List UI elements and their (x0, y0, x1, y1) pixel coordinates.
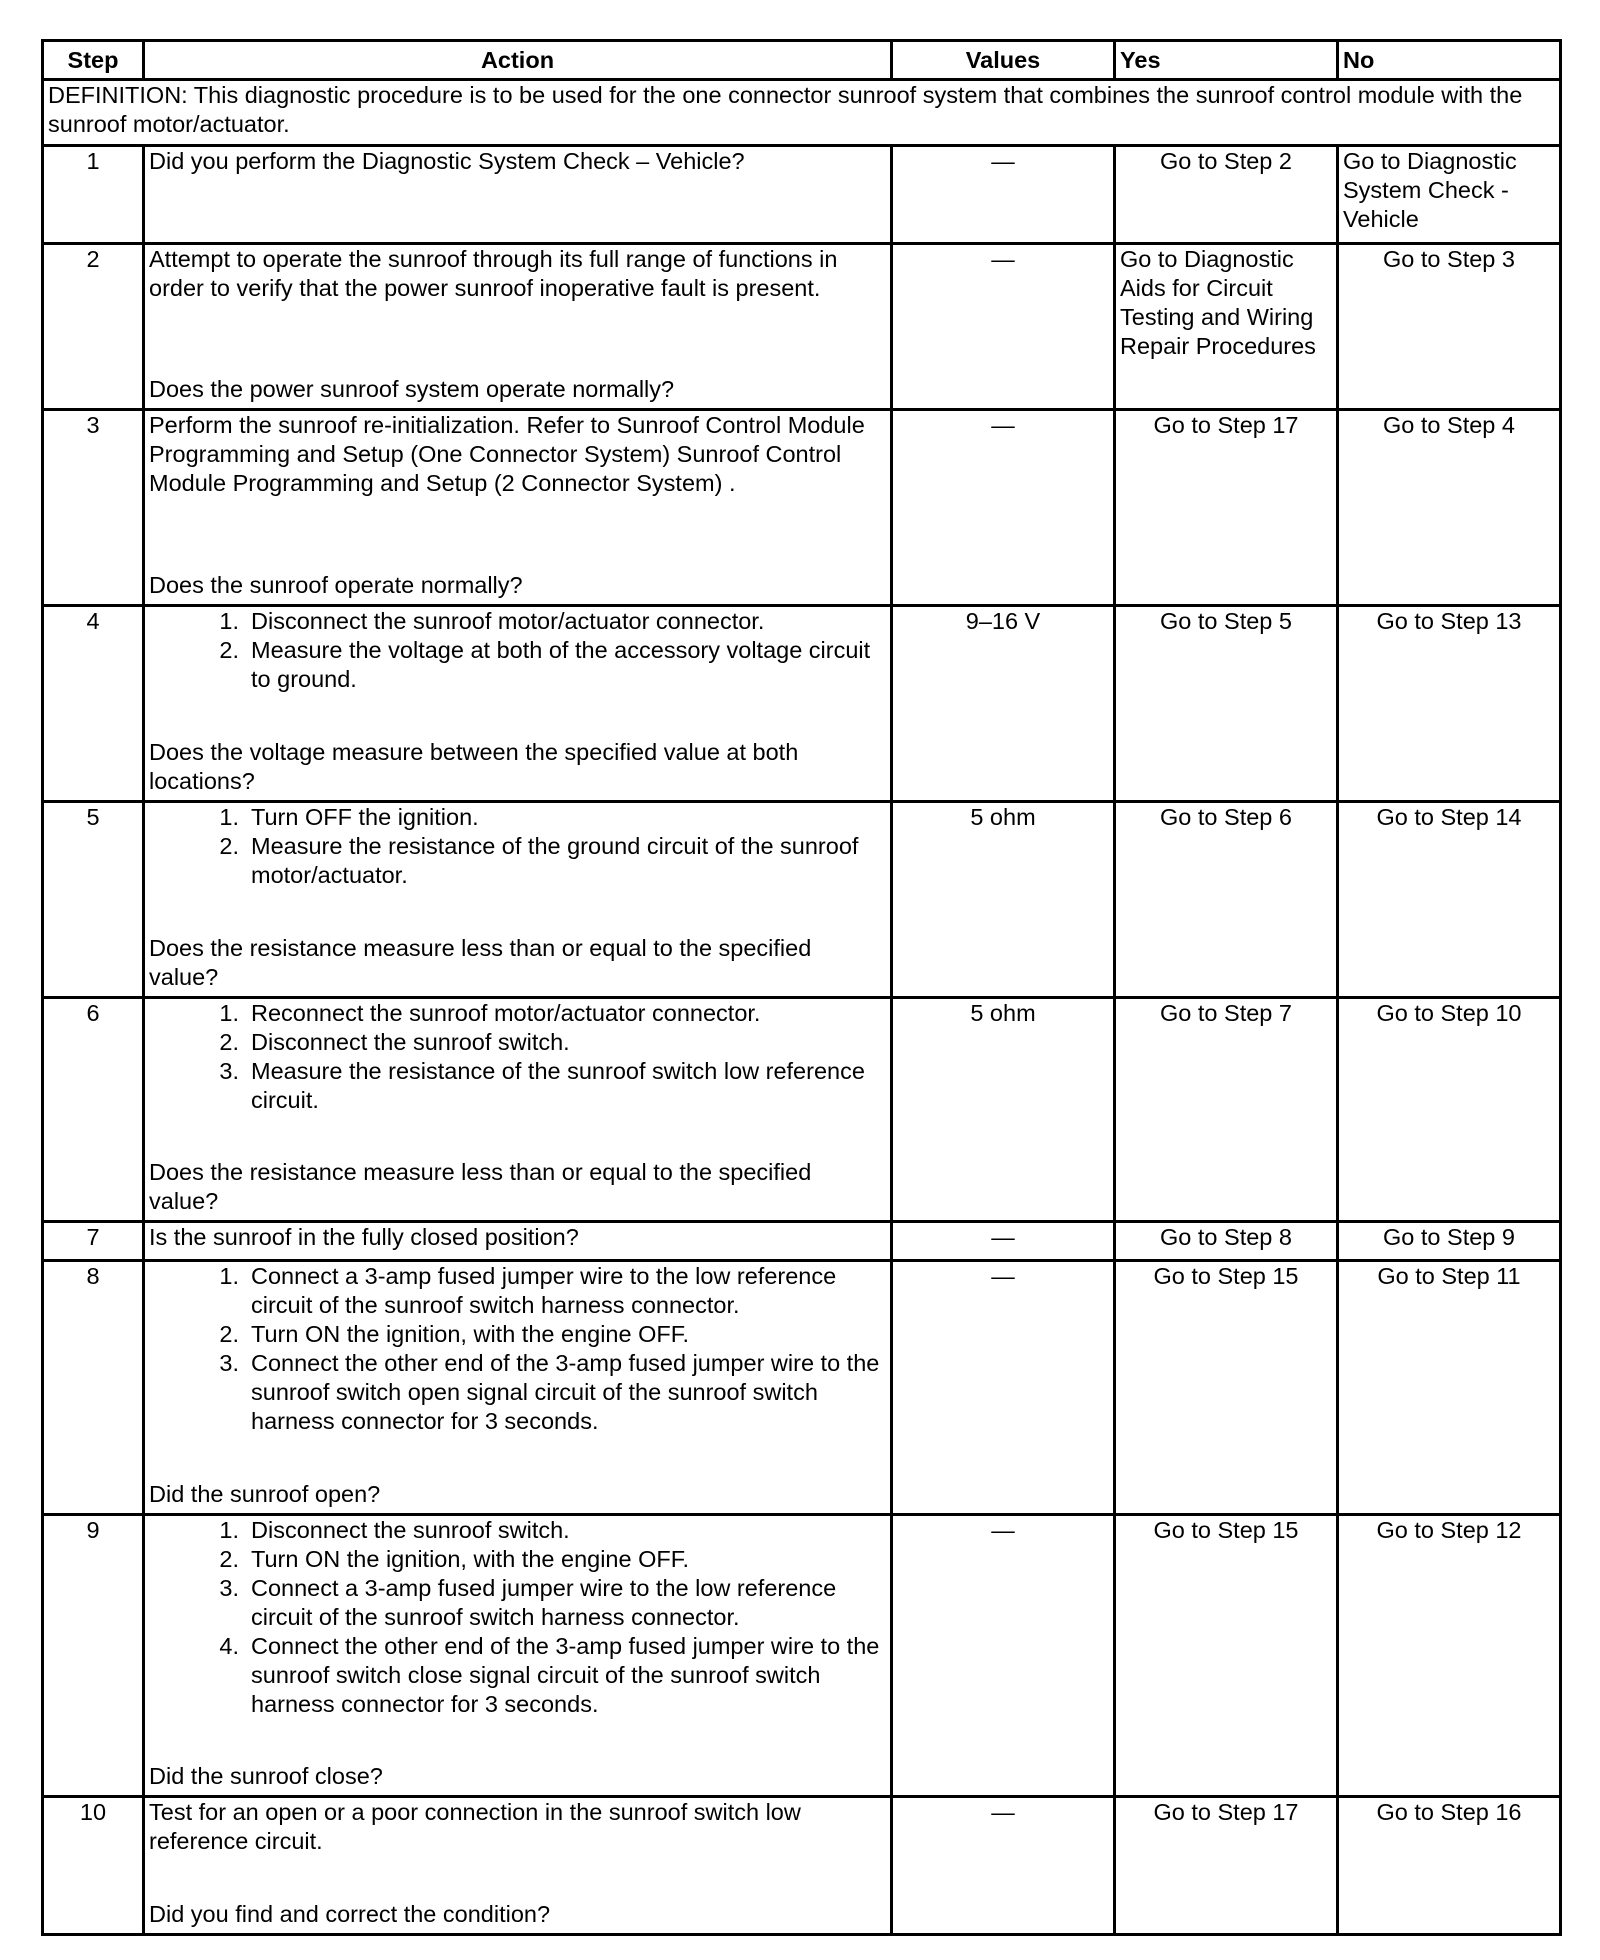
yes-cell: Go to Step 17 (1115, 1797, 1338, 1935)
header-step: Step (43, 41, 144, 80)
action-steps-list (149, 999, 886, 1115)
table-row (43, 606, 1561, 802)
list-item: 1. Reconnect the sunroof motor/actuator connector. (219, 1000, 761, 1026)
list-item: 3. Connect the other end of the 3-amp fused jumper wire to the sunroof switch open signal circuit of the sunroof switch harness connector for 3 seconds. (219, 1350, 880, 1434)
no-cell: Go to Step 12 (1338, 1515, 1561, 1797)
list-item: 1. Disconnect the sunroof motor/actuator connector. (219, 608, 765, 634)
list-item: 1. Turn OFF the ignition. (219, 804, 479, 830)
value-cell: 5 ohm (892, 802, 1115, 998)
action-steps-list (149, 1516, 886, 1719)
action-question: Does the sunroof operate normally? (149, 572, 523, 598)
value-cell: — (892, 1261, 1115, 1515)
action-question: Does the resistance measure less than or equal to the specified value? (149, 1159, 812, 1214)
table-row (43, 998, 1561, 1222)
yes-cell: Go to Step 8 (1115, 1222, 1338, 1261)
value-cell: — (892, 1222, 1115, 1261)
action-steps-list (149, 1262, 886, 1436)
step-number: 9 (43, 1515, 144, 1797)
value-cell: — (892, 244, 1115, 410)
action-text: Test for an open or a poor connection in the sunroof switch low reference circuit. (149, 1799, 801, 1854)
yes-cell: Go to Step 2 (1115, 146, 1338, 244)
header-yes: Yes (1115, 41, 1338, 80)
step-number: 10 (43, 1797, 144, 1935)
yes-cell: Go to Step 15 (1115, 1515, 1338, 1797)
action-cell (144, 146, 892, 244)
value-cell: — (892, 146, 1115, 244)
action-text: Perform the sunroof re-initialization. Refer to Sunroof Control Module Programming and Setup (One Connector System) Sunroof Control Module Programming and Setup (2 Connector System) . (149, 412, 865, 496)
no-cell: Go to Diagnostic System Check - Vehicle (1338, 146, 1561, 244)
yes-cell: Go to Diagnostic Aids for Circuit Testing and Wiring Repair Procedures (1115, 244, 1338, 410)
table-row (43, 1797, 1561, 1935)
action-text: Is the sunroof in the fully closed position? (149, 1224, 579, 1250)
action-cell (144, 1515, 892, 1797)
list-item: 1. Disconnect the sunroof switch. (219, 1517, 570, 1543)
action-steps-list (149, 607, 886, 694)
action-cell (144, 1222, 892, 1261)
step-number: 2 (43, 244, 144, 410)
header-values: Values (892, 41, 1115, 80)
action-text: Did you perform the Diagnostic System Check – Vehicle? (149, 148, 745, 174)
action-cell (144, 802, 892, 998)
no-cell: Go to Step 4 (1338, 410, 1561, 606)
action-cell (144, 606, 892, 802)
value-cell: 5 ohm (892, 998, 1115, 1222)
list-item: 2. Turn ON the ignition, with the engine OFF. (219, 1546, 690, 1572)
action-question: Did you find and correct the condition? (149, 1901, 551, 1927)
action-text: Attempt to operate the sunroof through its full range of functions in order to verify that the power sunroof inoperative fault is present. (149, 246, 838, 301)
step-number: 3 (43, 410, 144, 606)
no-cell: Go to Step 11 (1338, 1261, 1561, 1515)
action-question: Does the voltage measure between the specified value at both locations? (149, 739, 799, 794)
yes-cell: Go to Step 15 (1115, 1261, 1338, 1515)
list-item: 2. Measure the resistance of the ground circuit of the sunroof motor/actuator. (219, 833, 859, 888)
action-cell (144, 244, 892, 410)
no-cell: Go to Step 10 (1338, 998, 1561, 1222)
action-question: Does the power sunroof system operate normally? (149, 376, 675, 402)
list-item: 3. Measure the resistance of the sunroof switch low reference circuit. (219, 1058, 865, 1113)
step-number: 8 (43, 1261, 144, 1515)
definition-text: DEFINITION: This diagnostic procedure is to be used for the one connector sunroof system that combines the sunroof control module with the sunroof motor/actuator. (43, 80, 1561, 146)
yes-cell: Go to Step 17 (1115, 410, 1338, 606)
no-cell: Go to Step 14 (1338, 802, 1561, 998)
yes-cell: Go to Step 6 (1115, 802, 1338, 998)
action-question: Did the sunroof open? (149, 1481, 381, 1507)
step-number: 7 (43, 1222, 144, 1261)
value-cell: — (892, 1515, 1115, 1797)
action-cell (144, 1797, 892, 1935)
diagnostic-table-container (41, 39, 1559, 1936)
list-item: 2. Disconnect the sunroof switch. (219, 1029, 570, 1055)
table-row (43, 146, 1561, 244)
list-item: 3. Connect a 3-amp fused jumper wire to the low reference circuit of the sunroof switch harness connector. (219, 1575, 837, 1630)
header-row (43, 41, 1561, 80)
table-row (43, 1515, 1561, 1797)
step-number: 4 (43, 606, 144, 802)
action-cell (144, 998, 892, 1222)
list-item: 2. Turn ON the ignition, with the engine OFF. (219, 1321, 690, 1347)
step-number: 6 (43, 998, 144, 1222)
table-row (43, 1261, 1561, 1515)
step-number: 1 (43, 146, 144, 244)
list-item: 2. Measure the voltage at both of the accessory voltage circuit to ground. (219, 637, 871, 692)
table-row (43, 410, 1561, 606)
table-row (43, 1222, 1561, 1261)
list-item: 4. Connect the other end of the 3-amp fused jumper wire to the sunroof switch close signal circuit of the sunroof switch harness connector for 3 seconds. (219, 1633, 880, 1717)
no-cell: Go to Step 16 (1338, 1797, 1561, 1935)
no-cell: Go to Step 13 (1338, 606, 1561, 802)
yes-cell: Go to Step 5 (1115, 606, 1338, 802)
action-cell (144, 410, 892, 606)
step-number: 5 (43, 802, 144, 998)
definition-row (43, 80, 1561, 146)
table-row (43, 802, 1561, 998)
value-cell: — (892, 410, 1115, 606)
action-question: Does the resistance measure less than or equal to the specified value? (149, 935, 812, 990)
yes-cell: Go to Step 7 (1115, 998, 1338, 1222)
list-item: 1. Connect a 3-amp fused jumper wire to the low reference circuit of the sunroof switch harness connector. (219, 1263, 837, 1318)
value-cell: — (892, 1797, 1115, 1935)
diagnostic-table (41, 39, 1562, 1936)
action-cell (144, 1261, 892, 1515)
header-action: Action (144, 41, 892, 80)
header-no: No (1338, 41, 1561, 80)
table-row (43, 244, 1561, 410)
no-cell: Go to Step 3 (1338, 244, 1561, 410)
no-cell: Go to Step 9 (1338, 1222, 1561, 1261)
action-question: Did the sunroof close? (149, 1763, 383, 1789)
action-steps-list (149, 803, 886, 890)
value-cell: 9–16 V (892, 606, 1115, 802)
